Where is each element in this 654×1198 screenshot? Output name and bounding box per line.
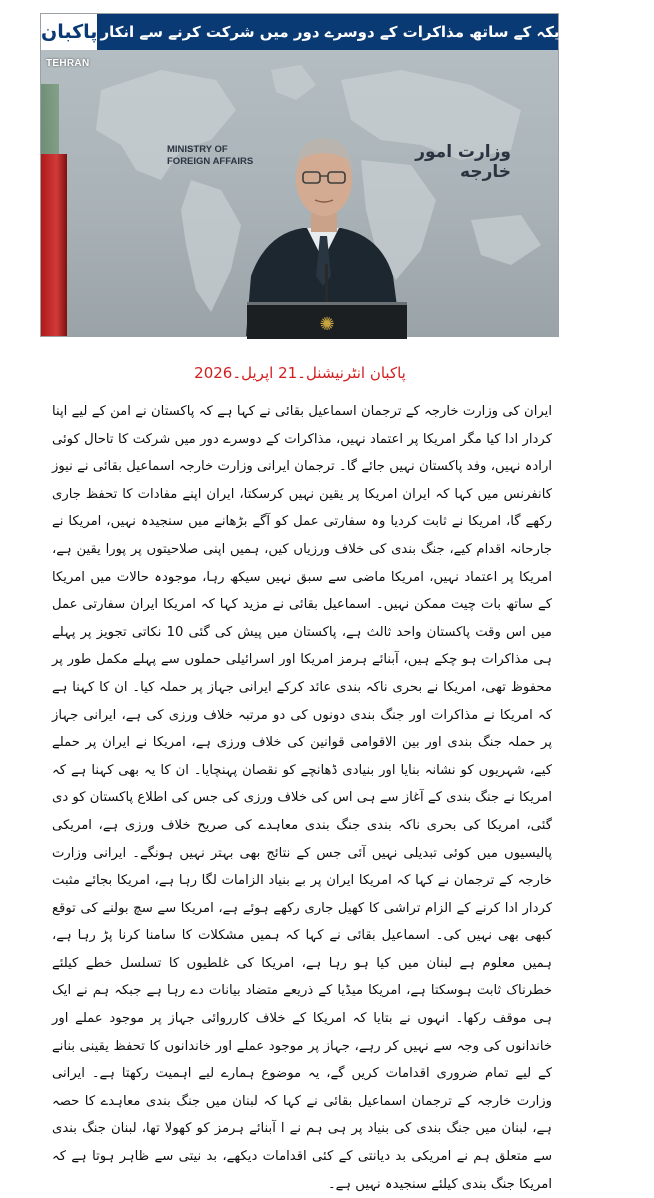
ministry-sign-line2: FOREIGN AFFAIRS xyxy=(167,156,254,167)
emblem-icon: ✺ xyxy=(319,314,335,335)
ministry-sign-line1: MINISTRY OF xyxy=(167,144,228,155)
microphone xyxy=(325,264,328,304)
ministry-sign-persian: وزارت امور خارجه xyxy=(415,142,511,182)
article-body: ایران کی وزارت خارجہ کے ترجمان اسماعیل بقائی نے کہا ہے کہ پاکستان نے امن کے لیے اپنا کردار ادا کیا مگر امریکا پر اعتماد نہیں، مذاکرات کے دوسرے دور میں شرکت کا تاحال کوئی ارادہ نہیں، وفد پاکستان نہیں جائے گا۔ ترجمان ایرانی وزارت خارجہ اسماعیل بقائی نے نیوز کانفرنس میں کہا کہ ایران امریکا پر یقین نہیں کرسکتا، ایران اپنے مفادات کا تحفظ جاری رکھے گا، امریکا نے ثابت کردیا وہ سفارتی عمل کو آگے بڑھانے میں سنجیدہ نہیں، امریکا نے جارحانہ اقدام کیے، جنگ بندی کی خلاف ورزیاں کیں، ہمیں اپنی صلاحیتوں پر پورا یقین ہے، امریکا پر اعتماد نہیں، امریکا ماضی سے سبق نہیں سیکھ رہا، موجودہ حالات میں امریکا کے ساتھ بات چیت ممکن نہیں۔ اسماعیل بقائی نے مزید کہا کہ امریکا ایران سفارتی عمل میں اس وقت پاکستان واحد ثالث ہے، پاکستان میں پیش کی گئی 10 نکاتی تجویز پر پہلے ہی مذاکرات ہو چکے ہیں، آبنائے ہرمز امریکا اور اسرائیلی حملوں سے پہلے مکمل طور پر محفوظ تھی، امریکا نے بحری ناکہ بندی عائد کرکے ایرانی جہاز پر حملہ کیا۔ ان کا کہنا ہے کہ امریکا نے مذاکرات اور جنگ بندی دونوں کی دو مرتبہ خلاف ورزی کی ہے، ایرانی جہاز پر حملہ جنگ بندی اور بین الاقوامی قوانین کی خلاف ورزی ہے، امریکا نے ایران پر حملے کیے، شہریوں کو نشانہ بنایا اور بنیادی ڈھانچے کو نقصان پہنچایا۔ ان کا یہ بھی کہنا ہے کہ امریکا نے جنگ بندی کے آغاز سے ہی اس کی خلاف ورزی کی جس کی اطلاع پاکستان کو دی گئی، امریکا کی بحری ناکہ بندی جنگ بندی معاہدے کی صریح خلاف ورزی ہے، امریکی پالیسیوں میں کوئی تبدیلی نہیں آئی جس کے نتائج بھی بہتر نہیں ہونگے۔ ایرانی وزارت خارجہ کے ترجمان نے کہا کہ امریکا ایران پر بے بنیاد الزامات لگا رہا ہے، امریکا بجائے مثبت کردار ادا کرنے کے الزام تراشی کا کھیل جاری رکھے ہوئے ہے، امریکا سے سچ بولنے کی توقع کبھی بھی نہیں کی۔ اسماعیل بقائی نے کہا کہ ہمیں مشکلات کا سامنا کرنا پڑ رہا ہے، ہمیں معلوم ہے لبنان میں کیا ہو رہا ہے، امریکا کی غلطیوں کا تسلسل خطے کیلئے خطرناک ثابت ہوسکتا ہے، امریکا میڈیا کے ذریعے متضاد بیانات دے رہا ہے جبکہ ہم نے ایک ہی موقف رکھا۔ انہوں نے بتایا کہ امریکا کے خلاف کارروائی جہاز پر موجود عملے اور خاندانوں کی وجہ سے نہیں کر رہے، جہاز پر موجود عملے اور خاندانوں کا تحفظ یقینی بنانے کے لیے تمام ضروری اقدامات کریں گے، یہ موضوع ہمارے لیے اہمیت رکھتا ہے۔ ایرانی وزارت خارجہ کے ترجمان اسماعیل بقائی نے کہا کہ لبنان میں جنگ بندی معاہدے کا حصہ ہے، لبنان میں جنگ بندی کی بنیاد پر ہی ہم نے ا آبنائے ہرمز کو کھولا تھا، لبنان جنگ بندی سے متعلق ہم نے امریکی بد دیانتی کے کئی اقدامات دیکھے، بد نیتی سے ظاہر ہوتا ہے کہ امریکا جنگ بندی کیلئے سنجیدہ نہیں ہے۔ xyxy=(52,404,552,1192)
location-tag: TEHRAN xyxy=(46,58,90,69)
news-image xyxy=(40,13,647,337)
channel-logo: پاکبان xyxy=(41,14,100,50)
speaker-figure xyxy=(41,14,558,336)
news-ticker xyxy=(41,14,647,50)
ticker-headline: ایران کا امریکہ کے ساتھ مذاکرات کے دوسرے دور میں شرکت کرنے سے انکار xyxy=(100,23,647,41)
byline: پاکبان انٹرنیشنل۔21 اپریل۔2026 xyxy=(194,364,406,382)
